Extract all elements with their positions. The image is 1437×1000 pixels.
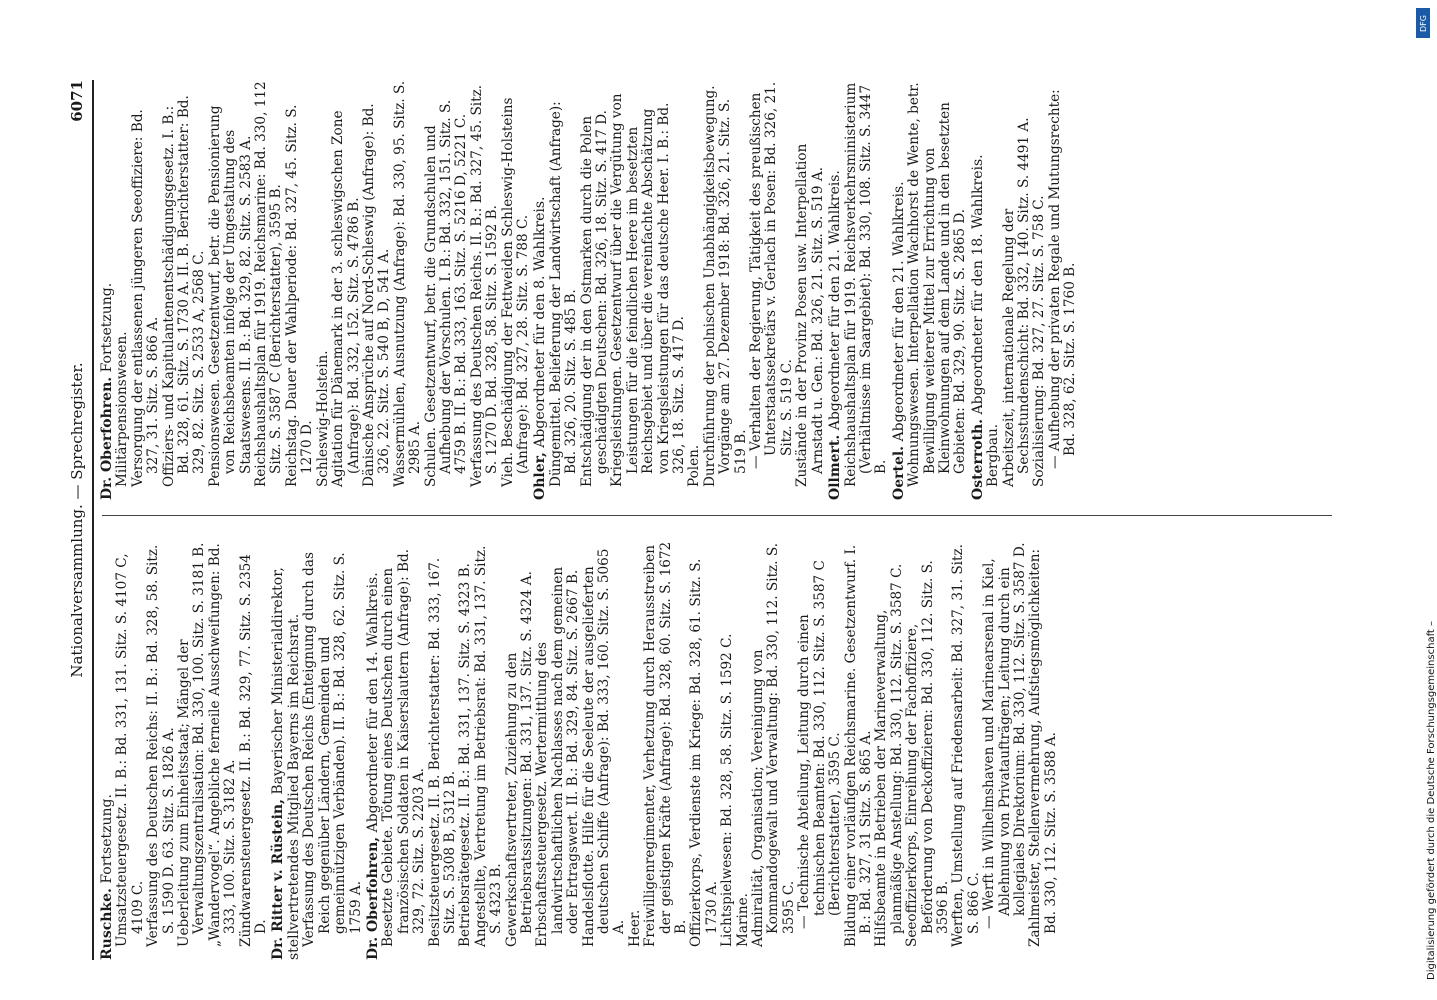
register-entry: Reichshaushaltsplan für 1919. Reichsmarine: Bd. 330, 112 Sitz. S. 3587 C (Berichterstatter), 3595 B. [253,81,285,487]
register-entry: Schleswig-Holstein. [314,350,331,487]
speaker-name: Ollmert. [827,434,844,500]
register-block [271,540,363,960]
register-entry: Ueberleitung zum Einheitsstaat; Mängel der Verwaltungszentralisation: Bd. 330, 100. Sitz. S. 3181 B. [176,542,208,947]
register-entry: Reichshaushaltsplan für 1919. Reichsverkehrsministerium (Verhältnisse im Saargebiet): Bd. 330, 108. Sitz. S. 3447 B. [842,82,890,487]
speaker-name: Dr. Oberfohren. [99,376,115,500]
register-entry: Vieh. Beschädigung der Fettweiden Schleswig-Holsteins (Anfrage): Bd. 327, 28. Sitz. S. 788 C. [499,97,531,487]
register-entry: Agitation für Dänemark in der 3. schleswigschen Zone (Anfrage): Bd. 332, 152. Sitz. S. 4786 B. [330,110,362,487]
register-entry: Marine. [734,893,751,947]
speaker-heading [892,80,907,500]
column-divider [102,515,1332,516]
speaker-heading [271,540,302,960]
register-entry: Zustände in der Provinz Posen usw. Interpellation Arnstadt u. Gen.: Bd. 326, 21. Sitz. S. 519 A. [794,143,826,487]
register-entry: Heer. [626,909,643,947]
page-title: Nationalversammlung. — Sprechregister. [68,362,86,678]
dfg-badge-text: DFG [1418,14,1428,32]
speaker-heading [828,80,843,500]
register-entry: Verfassung des Deutschen Reichs. II. B.: Bd. 327, 45. Sitz. S. 1270 D. Bd. 328, 58. Sitz. S. 1592 B. [468,84,501,487]
speaker-heading [100,80,115,500]
register-entry: Wohnungswesen. Interpellation Wachhorst de Wente, betr. Bewilligung weiterer Mittel zur Errichtung von Kleinwohnungen auf dem Lande und in den besetzten Gebieten: Bd. 329, 90. Sitz. S. 2865 D. [906,82,969,487]
register-entry: Kriegsleistungen. Gesetzentwurf über die Vergütung von Leistungen für die feindlichen Heere im besetzten Reichsgebiet und über die vereinfachte Abschätzung von Kriegsleistungen für das deutsche Heer. I. B.: Bd. 326, 18. Sitz. S. 417 D. [609,93,688,487]
speaker-role: Fortsetzung. [99,794,115,884]
speaker-name: Oertel. [890,445,907,500]
register-block [533,80,826,500]
register-entry: Besitzsteuergesetz. II. B. Berichterstatter: Bd. 333, 167. Sitz. S. 5308 B, 5312 B. [426,557,458,947]
rotated-page [50,80,1350,960]
register-entry: Arbeitszeit, internationale Regelung der Sechsstundenschicht: Bd. 332, 140. Sitz. S. 4491 A. [1000,117,1032,487]
register-entry: Versorgung der entlassenen jüngeren Seeoffiziere: Bd. 327, 31. Sitz. S. 866 A. [129,109,162,487]
register-entry: Lichtspielwesen: Bd. 328, 58. Sitz. S. 1592 C. [719,633,736,947]
register-entry: — Technische Abteilung, Leitung durch einen technischen Beamten: Bd. 330, 112. Sitz. S. 3587 C (Berichterstatter), 3595 C. [796,560,844,929]
speaker-role: Abgeordneter für den 18. Wahlkreis. [969,154,986,415]
register-entry: Verfassung des Deutschen Reichs: II. B.: Bd. 328, 58. Sitz. S. 1590 D. 63. Sitz. S. 1826 A. [145,544,177,947]
register-entry: Freiwilligenregimenter, Verhetzung durch Herausstreiben der geistigen Kräfte (Anfrage): Bd. 328, 60. Sitz. S. 1672 B. [642,541,690,947]
register-block [366,540,1059,960]
register-entry: Wassermühlen, Ausnutzung (Anfrage): Bd. 330, 95. Sitz. S. 2985 A. [391,80,424,487]
speaker-role: Abgeordneter für den 21. Wahlkreis. [827,170,844,431]
register-entry: Gewerkschaftsvertreter, Zuziehung zu den Betriebsratssitzungen: Bd. 331, 137. Sitz. S. 4324 A. [503,571,535,947]
register-entry: Bildung einer vorläufigen Reichsmarine. Gesetzentwurf. I. B.: Bd. 327, 31 Sitz. S. 865 A. [842,544,874,947]
speaker-heading [533,80,548,500]
register-entry: Verfassung des Deutschen Reichs (Enteignung durch das Reich gegenüber Ländern, Gemeinden und gemeinnützigen Verbänden). II. B.: Bd. 328, 62. Sitz. S. 1759 A. [301,552,364,947]
register-entry: Besetzte Gebiete. Tötung eines Deutschen durch einen französischen Soldaten in Kaiserslautern (Anfrage): Bd. 329, 72. Sitz. S. 2203 A. [380,548,428,947]
register-block [892,80,969,500]
register-entry: Offizierkorps, Verdienste im Kriege: Bd. 328, 61. Sitz. S. 1730 A. [688,558,720,947]
register-entry: Durchführung der polnischen Unabhängigkeitsbewegung. Vorgänge am 27. Dezember 1918: Bd. 326, 21. Sitz. S. 519 B. [701,85,749,487]
register-entry: Sozialisierung: Bd. 327, 27. Sitz. S. 758 C. [1031,195,1048,487]
register-entry: — Verhalten der Regierung, Tätigkeit des preußischen Unterstaatssekretärs v. Gerlach in Posen: Bd. 326, 21. Sitz. S. 519 C. [748,81,795,469]
register-entry: Seeoffizierkorps, Einreihung der Fachoffiziere, Beförderung von Deckoffizieren: Bd. 330, 112. Sitz. S. 3596 B. [904,560,951,947]
speaker-role: Abgeordneter für den 14. Wahlkreis. [364,572,381,833]
register-block [100,80,531,500]
register-block [971,80,1079,500]
register-entry: Militärpensionswesen. [114,331,131,487]
speaker-name: Osterroth. [969,418,986,500]
speaker-name: Ohler, [532,452,549,500]
right-column [100,80,1081,500]
register-entry: „Wandervogel“. Angebliche ferneile Ausschweifungen: Bd. 333, 100. Sitz. S. 3182 A. [206,543,239,947]
register-entry: Betriebsrätegesetz. II. B.: Bd. 331, 137. Sitz. S. 4323 B. [457,563,474,947]
register-entry: Reichstag. Dauer der Wahlperiode: Bd. 327, 45. Sitz. S. 1270 D. [283,104,316,487]
speaker-heading [366,540,381,960]
register-entry: Offiziers- und Kapitulantenentschädigungsgesetz. I. B.: Bd. 328, 61. Sitz. S. 1730 A. II. B. Berichterstatter: Bd. 329, 82. Sitz. S. 2533 A, 2568 C. [160,95,208,487]
speaker-role: Abgeordneter für den 8. Wahlkreis. [532,196,549,448]
register-entry: Angestellte, Vertretung im Betriebsrat: Bd. 331, 137. Sitz. S. 4323 B. [472,545,505,947]
register-entry: Entschädigung der in den Ostmarken durch die Polen geschädigten Deutschen: Bd. 326, 18. Sitz. S. 417 D. [578,110,610,487]
page-number: 6071 [68,80,86,122]
register-entry: Bergbau. [985,423,1002,487]
speaker-heading [100,540,115,960]
speaker-name: Dr. Ritter v. Rüstein, [270,799,287,960]
page-header [68,80,98,960]
register-entry: Admiralität, Organisation; Vereinigung von Kommandogewalt und Verwaltung: Bd. 330, 112. Sitz. S. 3595 C. [750,542,797,947]
register-block [828,80,890,500]
speaker-role: Bayerischer Ministerialdirektor, stellvertretendes Mitglied Bayerns im Reichsrat. [270,567,302,960]
register-entry: Pensionswesen. Gesetzentwurf, betr. die Pensionierung von Reichsbeamten infolge der Umgestaltung des Staatswesens. II. B.: Bd. 329, 82. Sitz. S. 2583 A. [206,105,254,487]
register-entry: — Aufhebung der privaten Regale und Mutungsrechte: Bd. 328, 62. Sitz. S. 1760 B. [1046,89,1079,469]
register-entry: Zahlmeister, Stellenvermehrung, Aufstiegsmöglichkeiten: Bd. 330, 112. Sitz. S. 3588 A. [1027,548,1059,947]
register-entry: Hilfsbeamte in Betrieben der Marineverwaltung, planmäßige Anstellung: Bd. 330, 112. Sitz. S. 3587 C. [873,563,905,947]
register-entry: Umsatzsteuergesetz. II. B.: Bd. 331, 131. Sitz. S. 4107 C, 4109 C. [114,553,146,947]
speaker-role: Fortsetzung. [99,282,115,373]
register-block [100,540,269,960]
speaker-name: Ruschke. [99,888,115,960]
left-column [100,540,1061,960]
register-entry: Schulen. Gesetzentwurf, betr. die Grundschulen und Aufhebung der Vorschulen. I. B.: Bd. 332, 151. Sitz. S. 4759 B. II. B.: Bd. 333, 163. Sitz. S. 5216 D, 5221 C. [422,99,470,487]
register-entry: Werften, Umstellung auf Friedensarbeit: Bd. 327, 31. Sitz. S. 866 C. [950,544,982,947]
register-entry: Erbschaftssteuergesetz. Wertermittlung des landwirtschaftlichen Nachlasses nach dem gemeinen oder Ertragswert. II. B.: Bd. 329, 84. Sitz. S. 2667 B. [534,566,582,947]
register-entry: Düngemittel. Belieferung der Landwirtschaft (Anfrage): Bd. 326, 20. Sitz. S. 485 B. [547,101,580,487]
header-rule [92,80,94,960]
register-entry: Dänische Ansprüche auf Nord-Schleswig (Anfrage): Bd. 326, 22. Sitz. S. 540 B, D, 541 A. [360,103,393,487]
register-entry: Zündwarensteuergesetz. II. B.: Bd. 329, 77. Sitz. S. 2354 D. [237,554,270,947]
speaker-heading [971,80,986,500]
register-entry: — Werft in Wilhelmshaven und Marinearsenal in Kiel, Ablehnung von Privataufträgen; Leitung durch ein kollegiales Direktorium: Bd. 330, 112. Sitz. S. 3587 D. [981,542,1028,929]
dfg-logo [1416,8,1430,38]
register-entry: Polen. [686,444,703,487]
register-entry: Handelsflotte. Hilfe für die Seeleute der ausgelieferten deutschen Schiffe (Anfrage): Bd. 333, 160. Sitz. S. 5065 A. [580,548,628,947]
speaker-role: Abgeordneter für den 21. Wahlkreis. [890,181,907,442]
speaker-name: Dr. Oberfohren, [364,836,381,960]
spine-credit: Digitalisierung gefördert durch die Deutsche Forschungsgemeinschaft – [1426,620,1437,980]
